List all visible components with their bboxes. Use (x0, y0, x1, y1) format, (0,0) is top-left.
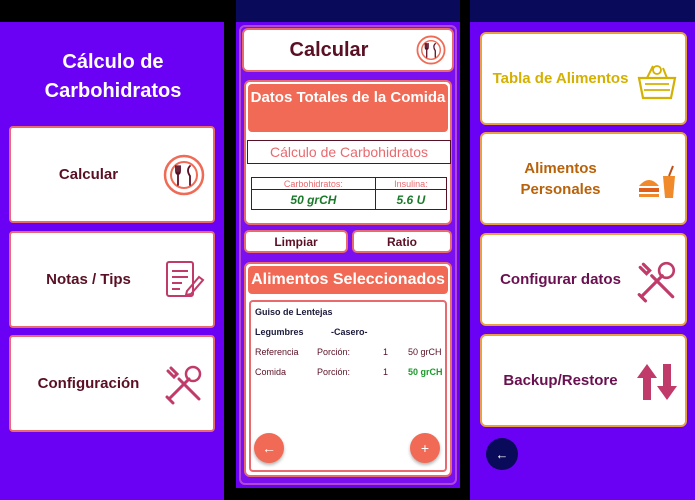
carbs-header: Carbohidratos: (252, 178, 376, 190)
tools-icon (163, 363, 205, 405)
food-name[interactable]: Guiso de Lentejas (255, 307, 333, 317)
plate-cutlery-icon (416, 35, 446, 65)
totals-title: Datos Totales de la Comida (248, 84, 448, 132)
add-button[interactable]: + (410, 433, 440, 463)
calcular-screen (236, 0, 460, 500)
back-button[interactable]: ← (486, 438, 518, 470)
configurar-datos-label: Configurar datos (500, 271, 621, 288)
menu-notas-button[interactable] (9, 231, 215, 328)
app-title-line1: Cálculo de (62, 51, 164, 73)
clear-button[interactable]: Limpiar (244, 230, 348, 253)
insulin-value: 5.6 U (375, 190, 446, 210)
back-button[interactable]: ← (254, 433, 284, 463)
tabla-alimentos-button[interactable] (480, 32, 687, 125)
row-label: Referencia (255, 347, 299, 357)
status-bar (0, 0, 226, 22)
swap-arrows-icon (635, 360, 679, 404)
notepad-pen-icon (163, 259, 205, 301)
basket-icon (635, 58, 679, 102)
menu-calcular-label: Calcular (58, 166, 119, 183)
food-type: -Casero- (331, 327, 368, 337)
carbs-value: 50 grCH (252, 190, 376, 210)
menu-calcular-button[interactable] (9, 126, 215, 223)
plate-cutlery-icon (163, 154, 205, 196)
totals-card (244, 80, 452, 225)
menu-configuracion-label: Configuración (37, 375, 140, 392)
divider (224, 0, 226, 500)
row-portion-label: Porción: (317, 347, 351, 357)
menu-notas-label: Notas / Tips (46, 271, 131, 288)
fastfood-icon (635, 158, 679, 202)
backup-restore-button[interactable] (480, 334, 687, 427)
row-label: Comida (255, 367, 287, 377)
calcular-header (242, 28, 454, 72)
alimentos-personales-button[interactable] (480, 132, 687, 225)
row-value: 50 grCH (408, 367, 443, 377)
insulin-header: Insulina: (375, 178, 446, 190)
food-group: Legumbres (255, 327, 304, 337)
configurar-datos-button[interactable] (480, 233, 687, 326)
ratio-button[interactable]: Ratio (352, 230, 452, 253)
alimentos-personales-label: Alimentos Personales (520, 159, 601, 198)
row-value: 50 grCH (408, 347, 442, 357)
menu-configuracion-button[interactable] (9, 335, 215, 432)
backup-restore-label: Backup/Restore (503, 372, 618, 389)
row-portion-label: Porción: (317, 367, 351, 377)
calc-subtitle: Cálculo de Carbohidratos (247, 140, 451, 164)
totals-table (251, 177, 447, 210)
status-bar (236, 0, 460, 22)
app-title-line2: Carbohidratos (44, 80, 182, 102)
selected-foods-title: Alimentos Seleccionados (248, 266, 448, 294)
tabla-alimentos-label: Tabla de Alimentos (492, 70, 629, 87)
configuracion-screen (470, 0, 695, 500)
status-bar (470, 0, 695, 22)
row-qty: 1 (383, 347, 389, 357)
home-screen (0, 0, 226, 500)
page-title: Calcular (289, 38, 369, 61)
row-qty: 1 (383, 367, 389, 377)
app-title (0, 48, 226, 106)
tools-icon (635, 259, 679, 303)
